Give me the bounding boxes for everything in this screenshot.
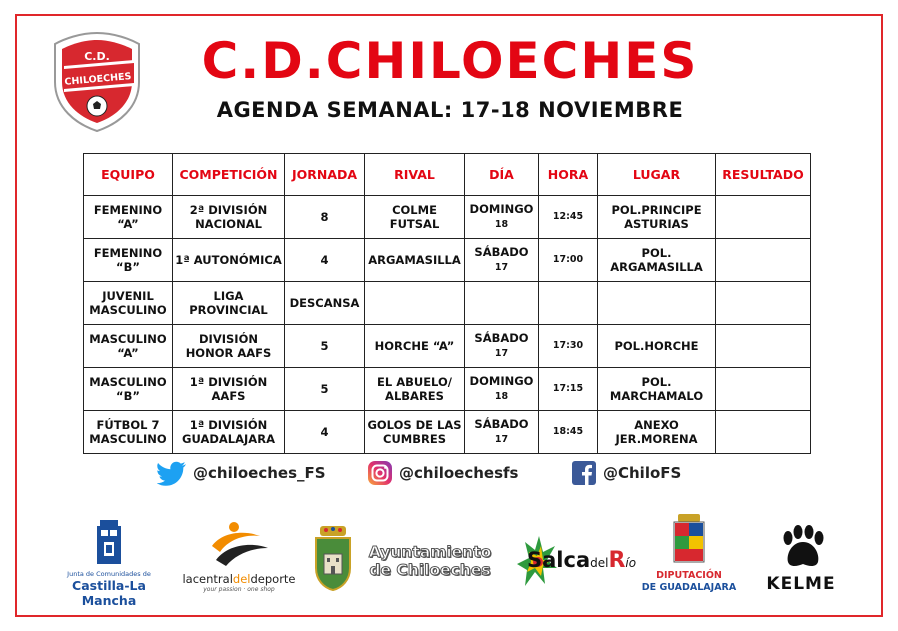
cell-competicion: 1ª AUTONÓMICA (173, 239, 285, 282)
cell-hora: 18:45 (539, 411, 598, 454)
dia-name: SÁBADO (474, 417, 529, 431)
jccm-castle-icon (48, 516, 170, 566)
sponsor-diputacion (636, 514, 742, 594)
sponsor-ayuntamiento (312, 524, 504, 594)
cell-equipo: FEMENINO “B” (84, 239, 173, 282)
salca-d: ío (625, 556, 637, 570)
crest-text-band: CHILOECHES (64, 71, 132, 88)
cell-resultado (716, 282, 811, 325)
page-title: C.D.CHILOECHES (201, 32, 699, 90)
page-subtitle: AGENDA SEMANAL: 17-18 NOVIEMBRE (216, 98, 684, 122)
cell-equipo: MASCULINO “A” (84, 325, 173, 368)
cell-jornada: 5 (285, 368, 365, 411)
social-instagram[interactable] (367, 458, 518, 488)
club-crest-logo (52, 30, 142, 134)
header-resultado: RESULTADO (716, 154, 811, 196)
dia-name: DOMINGO (469, 202, 534, 216)
cell-competicion: 2ª DIVISIÓN NACIONAL (173, 196, 285, 239)
cell-equipo: FÚTBOL 7 MASCULINO (84, 411, 173, 454)
lacentral-b: del (232, 572, 251, 586)
cell-rival: GOLOS DE LAS CUMBRES (365, 411, 465, 454)
twitter-icon (157, 460, 187, 486)
cell-competicion: 1ª DIVISIÓN AAFS (173, 368, 285, 411)
cell-jornada: 8 (285, 196, 365, 239)
header-dia: DÍA (465, 154, 539, 196)
diputacion-line1: DIPUTACIÓN (656, 570, 722, 581)
facebook-handle: @ChiloFS (603, 464, 682, 482)
cell-jornada: DESCANSA (285, 282, 365, 325)
jccm-line1: Junta de Comunidades de (67, 570, 151, 578)
diputacion-line2: DE GUADALAJARA (641, 582, 737, 593)
crest-text-top: C.D. (84, 50, 110, 63)
instagram-icon (367, 460, 393, 486)
cell-hora: 17:30 (539, 325, 598, 368)
dia-number: 17 (494, 434, 509, 445)
ayuntamiento-line1: Ayuntamiento (368, 543, 492, 561)
table-row (84, 325, 811, 368)
header-jornada: JORNADA (285, 154, 365, 196)
table-row (84, 239, 811, 282)
cell-dia (465, 368, 539, 411)
table-header-row (84, 154, 811, 196)
cell-hora: 17:00 (539, 239, 598, 282)
lacentral-swoosh-icon (182, 520, 296, 568)
ayuntamiento-shield-icon (312, 524, 354, 592)
cell-equipo: FEMENINO “A” (84, 196, 173, 239)
table-row (84, 368, 811, 411)
cell-dia (465, 282, 539, 325)
sponsor-salcadelrio (517, 534, 637, 588)
table-row (84, 282, 811, 325)
cell-competicion: 1ª DIVISIÓN GUADALAJARA (173, 411, 285, 454)
dia-number: 18 (494, 219, 509, 230)
cell-dia (465, 239, 539, 282)
cell-equipo: JUVENIL MASCULINO (84, 282, 173, 325)
schedule-table (83, 153, 811, 454)
twitter-handle: @chiloeches_FS (193, 464, 326, 482)
jccm-line2: Castilla-La Mancha (72, 578, 146, 608)
dia-number: 17 (494, 348, 509, 359)
cell-hora: 17:15 (539, 368, 598, 411)
lacentral-a: lacentral (182, 572, 233, 586)
kelme-paw-icon (748, 524, 854, 570)
table-row (84, 411, 811, 454)
facebook-icon (571, 460, 597, 486)
cell-equipo: MASCULINO “B” (84, 368, 173, 411)
lacentral-c: deporte (250, 572, 296, 586)
kelme-name: KELME (766, 574, 836, 594)
sponsor-jccm (48, 516, 170, 608)
header-hora: HORA (539, 154, 598, 196)
header-lugar: LUGAR (598, 154, 716, 196)
sponsor-lacentraldeldeporte (182, 520, 296, 596)
dia-name: SÁBADO (474, 245, 529, 259)
dia-name: DOMINGO (469, 374, 534, 388)
dia-number: 18 (494, 391, 509, 402)
salca-c: R (608, 548, 626, 573)
salca-name (527, 548, 636, 573)
header-rival: RIVAL (365, 154, 465, 196)
lacentral-tagline: your passion · one shop (203, 586, 275, 593)
cell-rival: EL ABUELO/ ALBARES (365, 368, 465, 411)
ayuntamiento-line2: de Chiloeches (369, 561, 491, 579)
cell-dia (465, 325, 539, 368)
cell-resultado (716, 196, 811, 239)
cell-resultado (716, 239, 811, 282)
cell-lugar: POL. MARCHAMALO (598, 368, 716, 411)
cell-jornada: 4 (285, 239, 365, 282)
cell-rival (365, 282, 465, 325)
cell-rival: COLME FUTSAL (365, 196, 465, 239)
cell-jornada: 4 (285, 411, 365, 454)
cell-rival: ARGAMASILLA (365, 239, 465, 282)
cell-lugar (598, 282, 716, 325)
sponsor-kelme (748, 524, 854, 594)
cell-rival: HORCHE “A” (365, 325, 465, 368)
cell-hora (539, 282, 598, 325)
header-equipo: EQUIPO (84, 154, 173, 196)
social-facebook[interactable] (571, 458, 681, 488)
dia-number: 17 (494, 262, 509, 273)
salca-a: Salca (527, 548, 591, 572)
social-twitter[interactable] (157, 458, 326, 488)
dia-name: SÁBADO (474, 331, 529, 345)
cell-dia (465, 411, 539, 454)
salca-b: del (590, 556, 609, 570)
instagram-handle: @chiloechesfs (399, 464, 519, 482)
lacentral-name (182, 572, 296, 586)
cell-lugar: POL.HORCHE (598, 325, 716, 368)
cell-dia (465, 196, 539, 239)
cell-competicion: DIVISIÓN HONOR AAFS (173, 325, 285, 368)
header-competicion: COMPETICIÓN (173, 154, 285, 196)
cell-lugar: ANEXO JER.MORENA (598, 411, 716, 454)
cell-competicion: LIGA PROVINCIAL (173, 282, 285, 325)
table-row (84, 196, 811, 239)
cell-resultado (716, 368, 811, 411)
cell-jornada: 5 (285, 325, 365, 368)
diputacion-shield-icon (636, 514, 742, 566)
cell-lugar: POL.PRINCIPE ASTURIAS (598, 196, 716, 239)
cell-hora: 12:45 (539, 196, 598, 239)
cell-lugar: POL. ARGAMASILLA (598, 239, 716, 282)
cell-resultado (716, 411, 811, 454)
cell-resultado (716, 325, 811, 368)
